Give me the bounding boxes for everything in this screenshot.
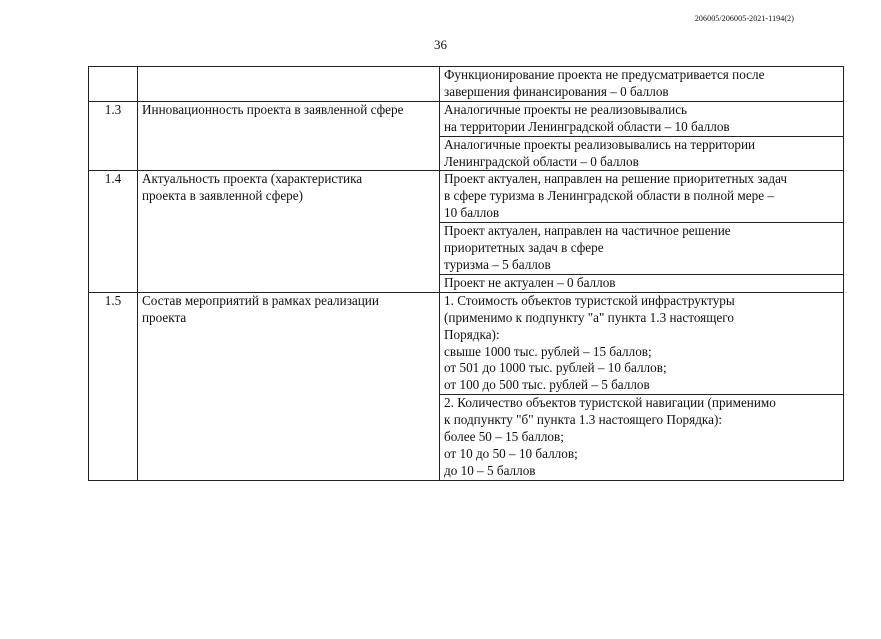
score-line: приоритетных задач в сфере: [444, 240, 604, 256]
criteria-table-body: [89, 67, 844, 481]
document-code: 206005/206005-2021-1194(2): [694, 14, 794, 23]
criterion-number: [89, 67, 138, 102]
criterion-name-line: проекта: [142, 309, 187, 325]
score-line: на территории Ленинградской области – 10 баллов: [444, 118, 730, 134]
criterion-name: [138, 171, 440, 292]
criterion-name: [138, 67, 440, 102]
score-line: более 50 – 15 баллов;: [444, 429, 564, 445]
score-cell: [440, 136, 844, 171]
table-row: [89, 171, 844, 223]
score-cell: [440, 223, 844, 275]
criterion-number: 1.5: [89, 292, 138, 480]
criterion-name-line: Состав мероприятий в рамках реализации: [142, 292, 379, 308]
score-line: Функционирование проекта не предусматривается после: [444, 67, 765, 82]
score-line: Проект актуален, направлен на решение приоритетных задач: [444, 171, 788, 187]
score-line: в сфере туризма в Ленинградской области в полной мере –: [444, 188, 774, 204]
criterion-number: 1.4: [89, 171, 138, 292]
score-cell: [440, 274, 844, 292]
criteria-table: [88, 66, 844, 481]
score-cell: [440, 171, 844, 223]
score-line: до 10 – 5 баллов: [444, 462, 536, 478]
score-cell: [440, 101, 844, 136]
score-line: Проект актуален, направлен на частичное решение: [444, 223, 731, 239]
criterion-name-line: Инновационность проекта в заявленной сфере: [142, 101, 404, 117]
score-cell: [440, 67, 844, 102]
criterion-name: [138, 292, 440, 480]
page-number: 36: [434, 37, 447, 52]
score-line: от 100 до 500 тыс. рублей – 5 баллов: [444, 377, 650, 393]
criterion-name-line: проекта в заявленной сфере): [142, 188, 304, 204]
score-line: туризма – 5 баллов: [444, 256, 551, 272]
score-line: к подпункту "б" пункта 1.3 настоящего Порядка):: [444, 412, 723, 428]
score-line: от 10 до 50 – 10 баллов;: [444, 445, 578, 461]
criterion-number: 1.3: [89, 101, 138, 171]
table-row: [89, 67, 844, 102]
score-line: завершения финансирования – 0 баллов: [444, 83, 669, 99]
score-line: Ленинградской области – 0 баллов: [444, 153, 639, 169]
score-line: (применимо к подпункту "а" пункта 1.3 настоящего: [444, 309, 734, 325]
score-line: Аналогичные проекты реализовывались на территории: [444, 136, 756, 152]
score-line: 2. Количество объектов туристской навигации (применимо: [444, 395, 776, 411]
score-line: свыше 1000 тыс. рублей – 15 баллов;: [444, 343, 652, 359]
score-line: 1. Стоимость объектов туристской инфраструктуры: [444, 292, 735, 308]
table-row: [89, 101, 844, 136]
criterion-name: [138, 101, 440, 171]
score-line: 10 баллов: [444, 205, 500, 221]
score-line: Проект не актуален – 0 баллов: [444, 274, 616, 290]
table-row: [89, 292, 844, 394]
score-cell: [440, 395, 844, 481]
criterion-name-line: Актуальность проекта (характеристика: [142, 171, 363, 187]
score-line: Порядка):: [444, 326, 500, 342]
score-line: Аналогичные проекты не реализовывались: [444, 101, 688, 117]
score-cell: [440, 292, 844, 394]
score-line: от 501 до 1000 тыс. рублей – 10 баллов;: [444, 360, 667, 376]
